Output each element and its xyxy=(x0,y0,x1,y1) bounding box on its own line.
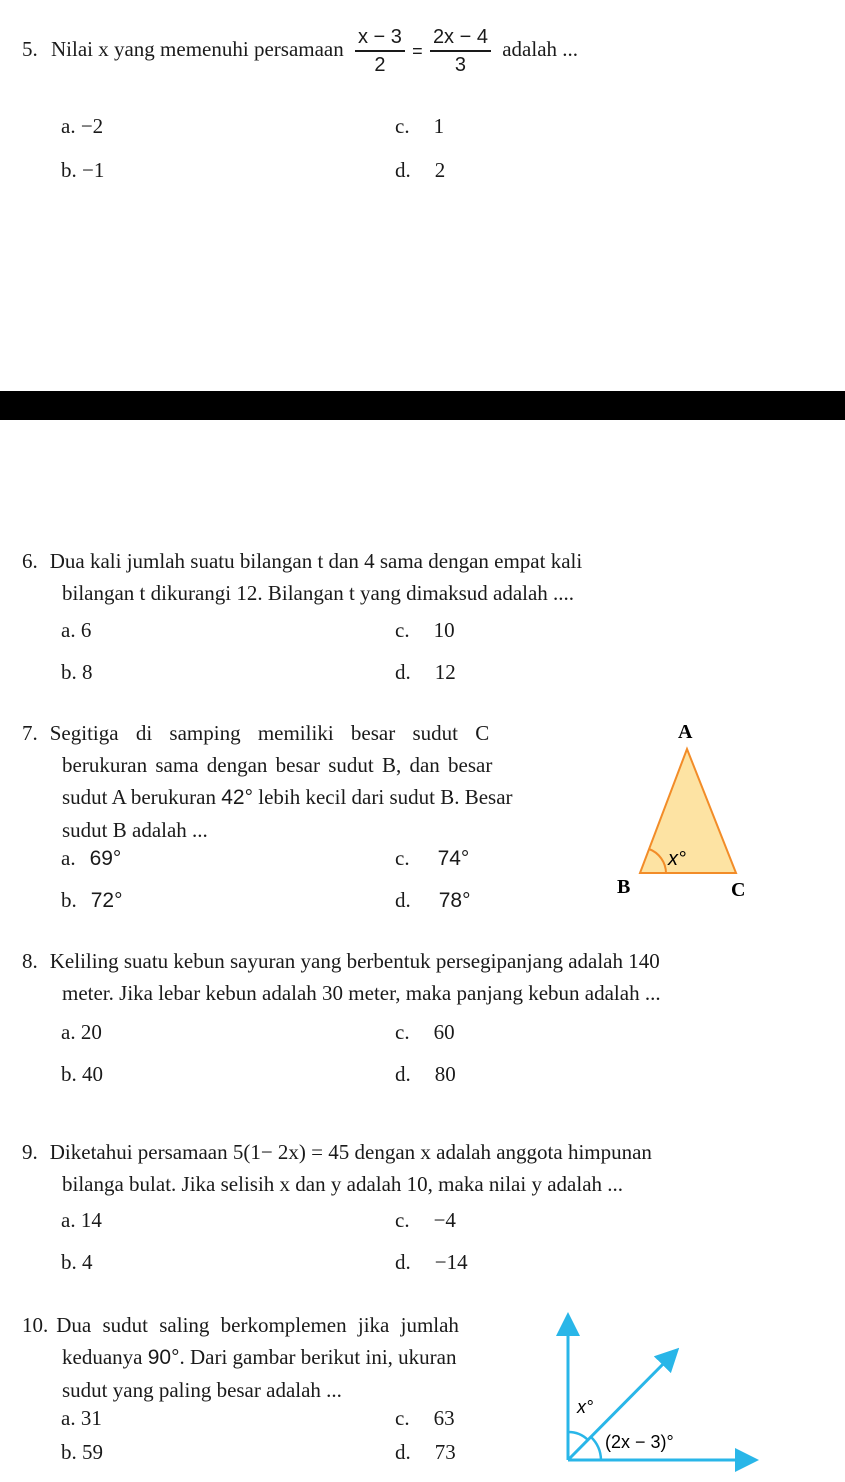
option-b[interactable] xyxy=(61,660,93,685)
question-5 xyxy=(22,24,578,78)
question-text-end: adalah ... xyxy=(502,36,579,61)
angle-label-x: x° xyxy=(577,1397,594,1417)
option-letter: a. xyxy=(61,114,76,138)
option-value: 73 xyxy=(434,1440,456,1464)
option-a[interactable] xyxy=(61,1020,102,1045)
angle-label-2x-minus-3: (2x − 3)° xyxy=(605,1432,674,1452)
fraction-numerator: 2x − 4 xyxy=(430,24,491,52)
angle-value: 90° xyxy=(147,1346,180,1369)
option-letter: b. xyxy=(61,888,77,912)
option-d[interactable] xyxy=(395,158,445,183)
question-number: 8. xyxy=(22,949,38,973)
option-c[interactable] xyxy=(395,1020,455,1045)
black-divider-bar xyxy=(0,391,845,420)
question-8 xyxy=(22,945,661,1009)
option-a[interactable] xyxy=(61,618,91,643)
option-d[interactable] xyxy=(395,1440,456,1465)
vertex-label-a: A xyxy=(678,721,693,743)
option-letter: d. xyxy=(395,1062,411,1086)
question-line-2a: keduanya xyxy=(62,1345,143,1369)
option-letter: a. xyxy=(61,1208,76,1232)
option-a[interactable] xyxy=(61,846,121,871)
triangle-shape xyxy=(640,749,736,873)
option-letter: b. xyxy=(61,1250,77,1274)
question-line-3b: lebih kecil dari sudut B. Besar xyxy=(258,785,513,809)
option-value: 14 xyxy=(80,1208,102,1232)
option-value: 31 xyxy=(80,1406,102,1430)
option-value: 63 xyxy=(433,1406,455,1430)
option-value: 80 xyxy=(434,1062,456,1086)
equation: 5(1− 2x) = 45 xyxy=(232,1140,350,1164)
option-b[interactable] xyxy=(61,1062,103,1087)
option-letter: c. xyxy=(395,1406,410,1430)
option-b[interactable] xyxy=(61,1440,103,1465)
option-a[interactable] xyxy=(61,1406,102,1431)
question-number: 9. xyxy=(22,1140,38,1164)
fraction-denominator: 2 xyxy=(374,54,386,76)
fraction-numerator: x − 3 xyxy=(355,24,405,52)
question-7 xyxy=(22,717,513,846)
option-letter: b. xyxy=(61,158,77,182)
triangle-figure xyxy=(600,715,770,915)
question-number: 5. xyxy=(22,36,38,61)
question-line-4: sudut B adalah ... xyxy=(62,818,208,842)
option-value: 40 xyxy=(82,1062,103,1086)
option-value: −4 xyxy=(433,1208,456,1232)
option-d[interactable] xyxy=(395,1250,468,1275)
question-text: Nilai x yang memenuhi persamaan xyxy=(51,36,344,61)
option-value: 12 xyxy=(434,660,456,684)
option-a[interactable] xyxy=(61,1208,102,1233)
option-letter: a. xyxy=(61,1020,76,1044)
question-line-3: sudut yang paling besar adalah ... xyxy=(62,1378,342,1402)
option-c[interactable] xyxy=(395,1406,455,1431)
vertex-label-c: C xyxy=(731,879,746,901)
option-c[interactable] xyxy=(395,846,469,871)
option-letter: d. xyxy=(395,1440,411,1464)
question-line-1: Keliling suatu kebun sayuran yang berbentuk persegipanjang adalah 140 xyxy=(49,949,660,973)
option-letter: d. xyxy=(395,660,411,684)
option-letter: c. xyxy=(395,846,410,870)
option-b[interactable] xyxy=(61,888,123,913)
option-letter: c. xyxy=(395,1020,410,1044)
question-line-2: bilanga bulat. Jika selisih x dan y adalah 10, maka nilai y adalah ... xyxy=(62,1172,624,1196)
question-line-3a: sudut A berukuran xyxy=(62,785,216,809)
question-10 xyxy=(22,1309,459,1406)
vertex-label-b: B xyxy=(617,876,631,898)
option-letter: a. xyxy=(61,846,76,870)
angle-arc-2x-minus-3 xyxy=(591,1437,601,1460)
option-letter: d. xyxy=(395,158,411,182)
angle-label-x: x° xyxy=(668,848,686,870)
option-letter: b. xyxy=(61,1440,77,1464)
angle-figure xyxy=(555,1310,770,1482)
option-value: 74° xyxy=(437,847,470,870)
question-number: 10. xyxy=(22,1313,49,1337)
option-value: 4 xyxy=(82,1250,93,1274)
fraction-denominator: 3 xyxy=(454,54,467,76)
option-letter: b. xyxy=(61,1062,77,1086)
option-value: 59 xyxy=(82,1440,103,1464)
question-line-2: meter. Jika lebar kebun adalah 30 meter, maka panjang kebun adalah ... xyxy=(62,981,661,1005)
option-value: 2 xyxy=(434,158,446,182)
option-letter: c. xyxy=(395,1208,410,1232)
fraction-1 xyxy=(355,24,405,78)
option-value: 1 xyxy=(433,114,445,138)
option-letter: d. xyxy=(395,1250,411,1274)
option-d[interactable] xyxy=(395,888,471,913)
option-letter: a. xyxy=(61,1406,76,1430)
question-line-1: Dua sudut saling berkomplemen jika jumlah xyxy=(56,1313,459,1337)
question-number: 6. xyxy=(22,549,38,573)
question-line-1: Dua kali jumlah suatu bilangan t dan 4 sama dengan empat kali xyxy=(49,549,583,573)
question-line-2: berukuran sama dengan besar sudut B, dan besar xyxy=(62,753,493,777)
option-letter: c. xyxy=(395,618,410,642)
question-9 xyxy=(22,1136,652,1200)
option-c[interactable] xyxy=(395,618,455,643)
fraction-2 xyxy=(430,24,491,78)
option-value: −14 xyxy=(434,1250,468,1274)
option-value: 10 xyxy=(433,618,455,642)
option-value: −1 xyxy=(82,158,105,182)
question-line-1a: Diketahui persamaan xyxy=(49,1140,228,1164)
angle-value: 42° xyxy=(221,786,253,809)
option-value: 6 xyxy=(80,618,92,642)
option-a[interactable] xyxy=(61,114,103,139)
option-letter: a. xyxy=(61,618,76,642)
option-value: 72° xyxy=(90,889,123,912)
option-value: 78° xyxy=(438,889,471,912)
question-6 xyxy=(22,545,752,609)
option-letter: d. xyxy=(395,888,411,912)
option-b[interactable] xyxy=(61,158,104,183)
equals-sign: = xyxy=(412,40,423,61)
option-d[interactable] xyxy=(395,1062,456,1087)
option-value: −2 xyxy=(80,114,104,138)
question-line-2b: . Dari gambar berikut ini, ukuran xyxy=(179,1345,457,1369)
question-line-2: bilangan t dikurangi 12. Bilangan t yang dimaksud adalah .... xyxy=(62,581,575,605)
question-line-1: Segitiga di samping memiliki besar sudut C xyxy=(49,721,490,745)
option-d[interactable] xyxy=(395,660,456,685)
option-b[interactable] xyxy=(61,1250,93,1275)
option-c[interactable] xyxy=(395,1208,456,1233)
option-c[interactable] xyxy=(395,114,444,139)
angle-arc-x xyxy=(568,1432,588,1440)
option-letter: b. xyxy=(61,660,77,684)
option-value: 20 xyxy=(80,1020,102,1044)
option-letter: c. xyxy=(395,114,410,138)
option-value: 8 xyxy=(82,660,93,684)
option-value: 69° xyxy=(89,847,122,870)
question-line-1b: dengan x adalah anggota himpunan xyxy=(354,1140,652,1164)
question-number: 7. xyxy=(22,721,38,745)
option-value: 60 xyxy=(433,1020,455,1044)
